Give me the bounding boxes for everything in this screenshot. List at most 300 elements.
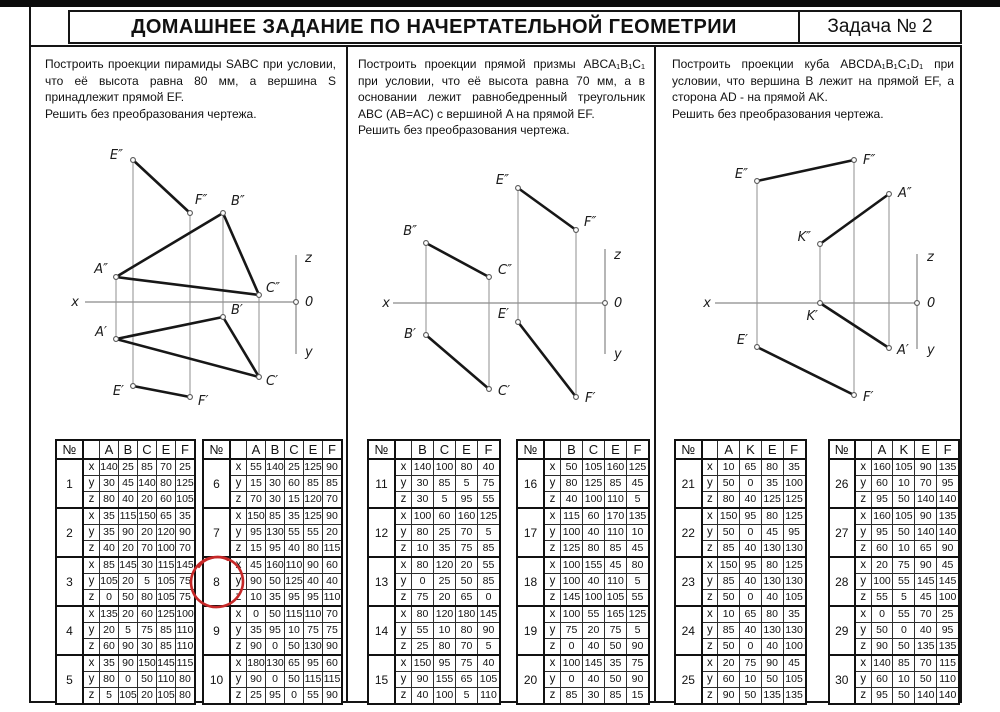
table-row (829, 440, 960, 459)
coordinate-value: 5 (119, 623, 138, 639)
coordinate-value: 70 (456, 639, 478, 656)
table-row (368, 606, 500, 623)
coordinate-value: 80 (561, 476, 583, 492)
coordinate-axis-label: x (395, 557, 412, 574)
coordinate-axis-label: y (702, 525, 718, 541)
table-cell (395, 440, 412, 459)
point-label: F′ (863, 390, 874, 405)
coordinate-value: 60 (323, 557, 343, 574)
coordinate-value: 65 (740, 459, 762, 476)
edge-line (757, 160, 854, 181)
coordinate-axis-label: z (702, 688, 718, 705)
coordinate-value: 100 (561, 606, 583, 623)
edge-line (518, 188, 576, 230)
coordinate-value: 5 (138, 574, 157, 590)
coordinate-value: 125 (478, 508, 501, 525)
coordinate-value: 90 (627, 639, 650, 656)
point-label: A″ (898, 186, 912, 201)
coordinate-value: 50 (718, 639, 740, 656)
coordinate-value: 0 (266, 672, 285, 688)
table-row (203, 508, 342, 525)
coordinate-value: 20 (718, 655, 740, 672)
point-marker (852, 158, 857, 163)
coordinate-axis-label: y (83, 476, 100, 492)
coordinate-value: 80 (583, 541, 605, 558)
table-row (203, 440, 342, 459)
coordinate-value: 125 (285, 574, 304, 590)
coordinate-value: 110 (285, 557, 304, 574)
table-row (829, 508, 960, 525)
point-column-header: K (740, 440, 762, 459)
coordinate-axis-label: y (230, 525, 247, 541)
point-marker (516, 186, 521, 191)
coordinate-value: 0 (478, 590, 501, 607)
variant-number: 27 (829, 508, 856, 557)
table-variants-6-10 (202, 439, 343, 705)
coordinate-value: 15 (627, 688, 650, 705)
coordinate-axis-label: x (702, 557, 718, 574)
point-label: A′ (897, 343, 909, 358)
coordinate-value: 105 (783, 590, 805, 607)
variant-number: 5 (56, 655, 83, 704)
coordinate-value: 30 (266, 476, 285, 492)
coordinate-value: 130 (266, 655, 285, 672)
coordinate-value: 90 (119, 525, 138, 541)
variant-number: 12 (368, 508, 395, 557)
table-row (203, 606, 342, 623)
point-marker (887, 346, 892, 351)
element (829, 440, 960, 704)
coordinate-value: 0 (740, 476, 762, 492)
point-label: x (71, 295, 79, 310)
coordinate-value: 55 (285, 525, 304, 541)
coordinate-value: 80 (456, 459, 478, 476)
coordinate-value: 75 (412, 590, 434, 607)
coordinate-value: 110 (605, 574, 627, 590)
coordinate-value: 125 (561, 541, 583, 558)
coordinate-value: 50 (915, 672, 937, 688)
coordinate-value: 145 (157, 655, 176, 672)
coordinate-axis-label: y (230, 672, 247, 688)
variant-number: 18 (517, 557, 544, 606)
coordinate-value: 60 (285, 476, 304, 492)
edge-line (133, 160, 190, 213)
coordinate-axis-label: y (702, 623, 718, 639)
point-column-header: B (412, 440, 434, 459)
title-bar (68, 10, 962, 44)
coordinate-value: 95 (937, 476, 959, 492)
coordinate-value: 45 (761, 525, 783, 541)
coordinate-value: 100 (412, 508, 434, 525)
coordinate-value: 115 (561, 508, 583, 525)
coordinate-value: 100 (434, 688, 456, 705)
diagram-svg (353, 162, 653, 432)
table-variants-26-30 (828, 439, 961, 705)
coordinate-value: 115 (285, 606, 304, 623)
coordinate-value: 135 (627, 508, 650, 525)
coordinate-value: 75 (176, 590, 196, 607)
coordinate-value: 125 (761, 492, 783, 509)
variant-tables-row (674, 439, 960, 705)
variant-number: 8 (203, 557, 230, 606)
variant-number: 3 (56, 557, 83, 606)
coordinate-value: 25 (434, 525, 456, 541)
coordinate-value: 90 (304, 557, 323, 574)
coordinate-value: 145 (478, 606, 501, 623)
point-marker (487, 275, 492, 280)
coordinate-value: 130 (266, 525, 285, 541)
coordinate-value: 130 (761, 623, 783, 639)
coordinate-value: 140 (937, 492, 959, 509)
coordinate-value: 20 (100, 623, 119, 639)
coordinate-axis-label: x (230, 508, 247, 525)
coordinate-axis-label: z (395, 492, 412, 509)
coordinate-value: 100 (157, 541, 176, 558)
coordinate-value: 115 (157, 557, 176, 574)
coordinate-value: 110 (937, 672, 959, 688)
coordinate-value: 10 (893, 541, 915, 558)
point-column-header: E (456, 440, 478, 459)
coordinate-value: 75 (627, 655, 650, 672)
table-row (675, 606, 806, 623)
coordinate-value: 65 (456, 590, 478, 607)
coordinate-value: 70 (247, 492, 266, 509)
coordinate-value: 85 (100, 557, 119, 574)
coordinate-value: 80 (456, 623, 478, 639)
coordinate-value: 0 (893, 623, 915, 639)
coordinate-value: 0 (740, 639, 762, 656)
point-marker (818, 301, 823, 306)
coordinate-value: 105 (157, 590, 176, 607)
coordinate-value: 35 (247, 623, 266, 639)
coordinate-axis-label: z (83, 688, 100, 705)
point-column-header: A (100, 440, 119, 459)
coordinate-value: 135 (761, 688, 783, 705)
coordinate-value: 75 (456, 541, 478, 558)
point-column-header: K (893, 440, 915, 459)
coordinate-value: 70 (915, 606, 937, 623)
coordinate-value: 95 (266, 541, 285, 558)
coordinate-value: 90 (761, 655, 783, 672)
point-marker (574, 395, 579, 400)
table-variants-11-15 (367, 439, 501, 705)
coordinate-value: 150 (138, 655, 157, 672)
coordinate-value: 125 (304, 508, 323, 525)
element (517, 440, 649, 704)
coordinate-value: 95 (304, 590, 323, 607)
coordinate-value: 100 (434, 459, 456, 476)
coordinate-value: 90 (247, 574, 266, 590)
coordinate-axis-label: y (702, 574, 718, 590)
coordinate-value: 145 (176, 557, 196, 574)
table-row (675, 557, 806, 574)
coordinate-value: 160 (871, 508, 893, 525)
coordinate-axis-label: x (702, 606, 718, 623)
variant-number: 11 (368, 459, 395, 508)
problem-statement (358, 56, 645, 139)
variant-number: 14 (368, 606, 395, 655)
coordinate-value: 65 (456, 672, 478, 688)
coordinate-value: 15 (285, 492, 304, 509)
coordinate-value: 110 (605, 492, 627, 509)
coordinate-value: 90 (915, 508, 937, 525)
coordinate-value: 110 (605, 525, 627, 541)
coordinate-value: 50 (718, 476, 740, 492)
coordinate-value: 20 (456, 557, 478, 574)
coordinate-value: 75 (605, 623, 627, 639)
point-column-header: E (605, 440, 627, 459)
point-column-header: C (583, 440, 605, 459)
coordinate-value: 135 (937, 508, 959, 525)
coordinate-axis-label: x (83, 557, 100, 574)
coordinate-value: 75 (138, 623, 157, 639)
point-label: B′ (404, 327, 416, 342)
coordinate-axis-label: x (855, 557, 871, 574)
coordinate-value: 105 (119, 688, 138, 705)
edge-line (426, 243, 489, 277)
variant-number: 19 (517, 606, 544, 655)
point-column-header: F (176, 440, 196, 459)
coordinate-axis-label: z (855, 639, 871, 656)
problem-column-cube (656, 47, 960, 701)
coordinate-value: 125 (304, 459, 323, 476)
coordinate-value: 90 (412, 672, 434, 688)
coordinate-axis-label: z (855, 541, 871, 558)
element (368, 440, 500, 704)
table-row (675, 655, 806, 672)
coordinate-axis-label: x (395, 606, 412, 623)
point-label: C′ (498, 384, 511, 399)
point-column-header: B (266, 440, 285, 459)
table-cell (83, 440, 100, 459)
coordinate-axis-label: z (395, 688, 412, 705)
coordinate-value: 25 (176, 459, 196, 476)
point-label: F″ (584, 215, 597, 230)
point-label: z (305, 251, 312, 266)
coordinate-value: 85 (718, 541, 740, 558)
table-variants-21-25 (674, 439, 807, 705)
table-row (517, 557, 649, 574)
page-title: ДОМАШНЕЕ ЗАДАНИЕ ПО НАЧЕРТАТЕЛЬНОЙ ГЕОМЕТРИИ (131, 15, 737, 38)
coordinate-value: 90 (718, 688, 740, 705)
point-label: z (614, 248, 621, 263)
edge-line (116, 339, 259, 377)
table-row (517, 606, 649, 623)
variants-table (516, 439, 650, 705)
coordinate-value: 40 (740, 541, 762, 558)
coordinate-value: 155 (434, 672, 456, 688)
coordinate-value: 140 (937, 525, 959, 541)
coordinate-value: 75 (478, 476, 501, 492)
coordinate-value: 125 (583, 476, 605, 492)
coordinate-value: 75 (561, 623, 583, 639)
table-row (56, 655, 195, 672)
coordinate-value: 95 (740, 557, 762, 574)
coordinate-value: 105 (176, 492, 196, 509)
coordinate-value: 75 (740, 655, 762, 672)
coordinate-value: 90 (871, 639, 893, 656)
coordinate-value: 0 (412, 574, 434, 590)
coordinate-value: 35 (285, 508, 304, 525)
point-marker (257, 375, 262, 380)
coordinate-value: 125 (627, 606, 650, 623)
table-row (829, 459, 960, 476)
coordinate-value: 40 (583, 639, 605, 656)
coordinate-value: 60 (871, 672, 893, 688)
table-variants-16-20 (516, 439, 650, 705)
coordinate-value: 60 (871, 476, 893, 492)
coordinate-value: 180 (247, 655, 266, 672)
number-column-header: № (56, 440, 83, 459)
coordinate-value: 95 (871, 492, 893, 509)
coordinate-value: 40 (119, 492, 138, 509)
coordinate-value: 145 (915, 574, 937, 590)
coordinate-value: 145 (937, 574, 959, 590)
coordinate-axis-label: y (702, 672, 718, 688)
coordinate-value: 10 (718, 606, 740, 623)
point-label: F″ (863, 153, 876, 168)
table-row (56, 459, 195, 476)
coordinate-axis-label: x (544, 557, 561, 574)
coordinate-axis-label: y (544, 574, 561, 590)
coordinate-value: 80 (412, 606, 434, 623)
point-column-header: B (561, 440, 583, 459)
edge-line (116, 277, 259, 295)
point-marker (114, 337, 119, 342)
coordinate-value: 50 (740, 688, 762, 705)
coordinate-axis-label: z (544, 639, 561, 656)
table-row (829, 655, 960, 672)
coordinate-value: 85 (478, 574, 501, 590)
coordinate-value: 50 (456, 574, 478, 590)
annotation-stroke (199, 557, 228, 567)
coordinate-value: 90 (323, 639, 343, 656)
coordinate-value: 10 (412, 541, 434, 558)
coordinate-axis-label: z (395, 590, 412, 607)
coordinate-value: 135 (915, 639, 937, 656)
point-label: B″ (403, 224, 417, 239)
coordinate-axis-label: y (855, 623, 871, 639)
coordinate-value: 0 (285, 688, 304, 705)
point-label: E′ (112, 384, 124, 399)
coordinate-value: 80 (138, 590, 157, 607)
coordinate-value: 85 (893, 655, 915, 672)
problem-text: Построить проекции пирамиды SABC при условии, что её высота равна 80 мм, а вершина S принадлежит прямой EF. (45, 57, 336, 105)
coordinate-value: 80 (718, 492, 740, 509)
point-label: y (614, 347, 622, 362)
coordinate-value: 70 (138, 541, 157, 558)
coordinate-axis-label: y (230, 623, 247, 639)
element (203, 440, 342, 704)
frame-left-line (29, 7, 31, 47)
coordinate-value: 30 (583, 688, 605, 705)
coordinate-value: 40 (478, 459, 501, 476)
coordinate-value: 40 (583, 525, 605, 541)
coordinate-axis-label: z (544, 590, 561, 607)
point-label: B″ (231, 194, 245, 209)
coordinate-value: 110 (157, 672, 176, 688)
point-marker (221, 211, 226, 216)
point-label: F′ (198, 394, 209, 409)
point-column-header: E (157, 440, 176, 459)
table-row (203, 459, 342, 476)
coordinate-value: 40 (412, 688, 434, 705)
coordinate-value: 165 (605, 606, 627, 623)
coordinate-axis-label: x (702, 459, 718, 476)
table-cell (544, 440, 561, 459)
table-variants-1-5 (55, 439, 196, 705)
coordinate-axis-label: x (83, 508, 100, 525)
coordinate-value: 55 (627, 590, 650, 607)
coordinate-value: 140 (915, 688, 937, 705)
table-row (517, 655, 649, 672)
coordinate-value: 105 (583, 459, 605, 476)
coordinate-axis-label: z (544, 688, 561, 705)
coordinate-value: 150 (718, 508, 740, 525)
variant-number: 4 (56, 606, 83, 655)
coordinate-axis-label: z (83, 639, 100, 656)
coordinate-value: 20 (119, 606, 138, 623)
coordinate-value: 85 (304, 476, 323, 492)
coordinate-axis-label: y (544, 672, 561, 688)
coordinate-value: 140 (138, 476, 157, 492)
coordinate-value: 60 (718, 672, 740, 688)
coordinate-value: 90 (119, 655, 138, 672)
coordinate-value: 150 (138, 508, 157, 525)
coordinate-value: 155 (583, 557, 605, 574)
table-row (203, 557, 342, 574)
coordinate-value: 70 (456, 525, 478, 541)
point-marker (188, 211, 193, 216)
coordinate-value: 65 (157, 508, 176, 525)
coordinate-value: 100 (783, 476, 805, 492)
coordinate-value: 140 (937, 688, 959, 705)
point-label: F′ (585, 391, 596, 406)
coordinate-value: 30 (412, 492, 434, 509)
coordinate-value: 40 (761, 590, 783, 607)
point-column-header: F (323, 440, 343, 459)
coordinate-axis-label: x (230, 655, 247, 672)
coordinate-axis-label: x (702, 655, 718, 672)
coordinate-value: 135 (100, 606, 119, 623)
coordinate-value: 55 (304, 688, 323, 705)
coordinate-axis-label: z (83, 541, 100, 558)
coordinate-value: 50 (893, 525, 915, 541)
coordinate-value: 35 (176, 508, 196, 525)
coordinate-value: 85 (478, 541, 501, 558)
point-marker (487, 387, 492, 392)
coordinate-value: 65 (915, 541, 937, 558)
coordinate-value: 0 (740, 590, 762, 607)
coordinate-axis-label: x (395, 459, 412, 476)
coordinate-value: 70 (915, 655, 937, 672)
coordinate-value: 80 (176, 688, 196, 705)
coordinate-value: 65 (285, 655, 304, 672)
coordinate-value: 105 (605, 590, 627, 607)
point-label: A″ (94, 262, 108, 277)
coordinate-value: 115 (323, 672, 343, 688)
coordinate-value: 85 (605, 541, 627, 558)
coordinate-value: 85 (323, 476, 343, 492)
coordinate-value: 130 (761, 574, 783, 590)
coordinate-axis-label: y (83, 525, 100, 541)
coordinate-value: 45 (915, 590, 937, 607)
table-row (56, 440, 195, 459)
coordinate-value: 45 (605, 557, 627, 574)
coordinate-axis-label: y (395, 672, 412, 688)
point-column-header: E (761, 440, 783, 459)
coordinate-value: 55 (247, 459, 266, 476)
